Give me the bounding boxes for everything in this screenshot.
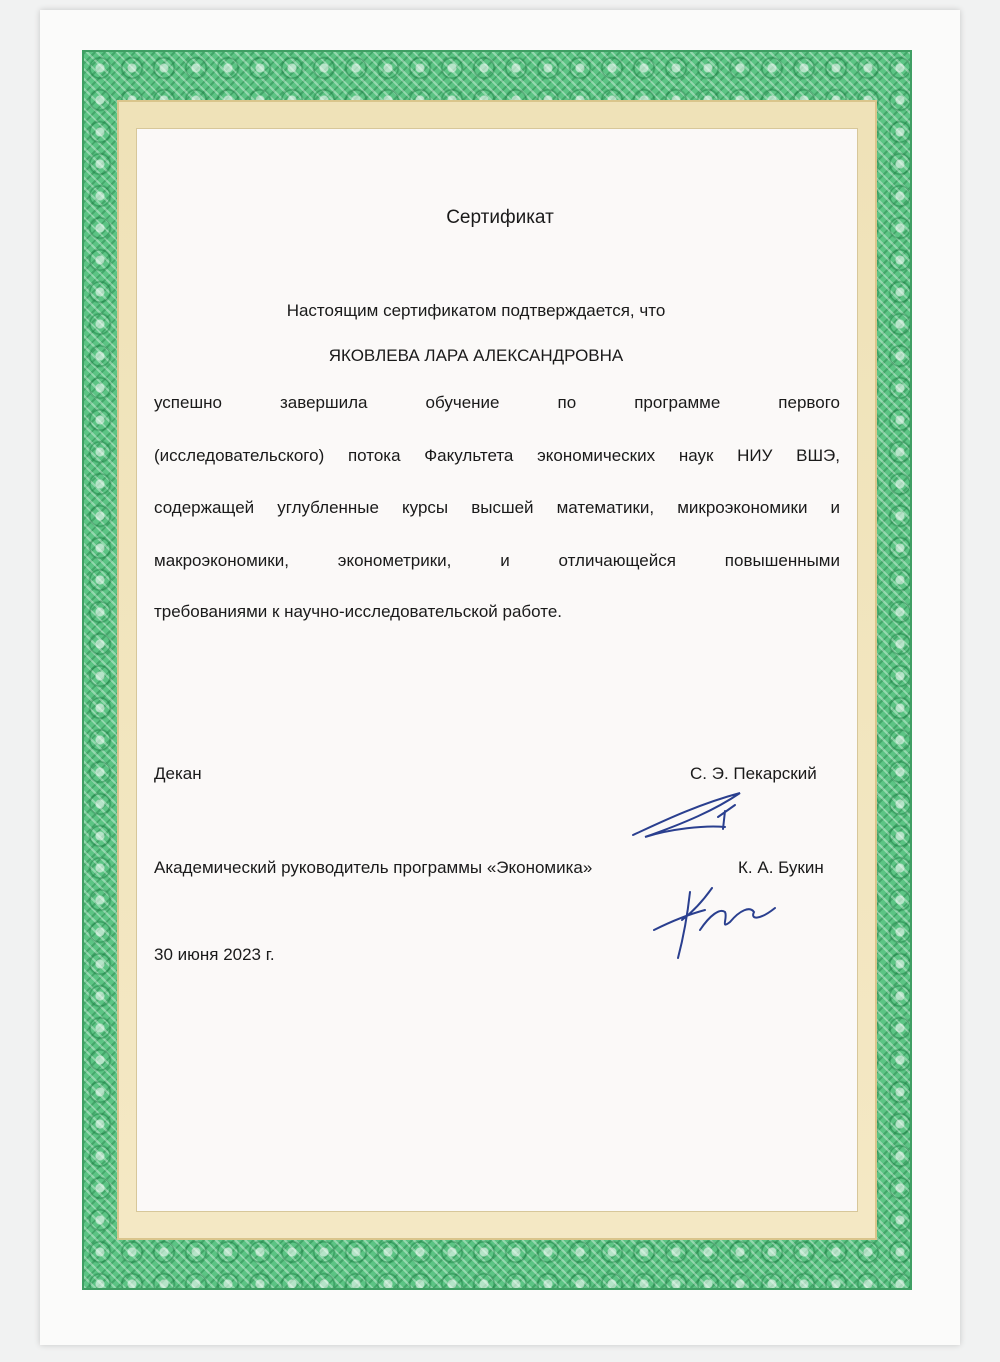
body-line: (исследовательского) потока Факультета экономических наук НИУ ВШЭ, <box>154 446 840 465</box>
body-line: макроэкономики, эконометрики, и отличающейся повышенными <box>154 551 840 570</box>
issue-date: 30 июня 2023 г. <box>154 945 275 964</box>
academic-head-signature <box>650 880 785 965</box>
body-line: успешно завершила обучение по программе первого <box>154 393 840 412</box>
academic-head-role: Академический руководитель программы «Экономика» <box>154 858 593 877</box>
certificate-body-area <box>136 128 858 1212</box>
dean-name: С. Э. Пекарский <box>690 764 817 783</box>
body-line-last: требованиями к научно-исследовательской работе. <box>154 602 563 621</box>
dean-signature <box>625 785 755 845</box>
certificate-title: Сертификат <box>446 207 554 228</box>
certificate-intro: Настоящим сертификатом подтверждается, что <box>286 301 666 320</box>
dean-role: Декан <box>154 764 202 783</box>
body-line: содержащей углубленные курсы высшей математики, микроэкономики и <box>154 498 840 517</box>
recipient-name: ЯКОВЛЕВА ЛАРА АЛЕКСАНДРОВНА <box>328 346 624 365</box>
academic-head-name: К. А. Букин <box>738 858 824 877</box>
